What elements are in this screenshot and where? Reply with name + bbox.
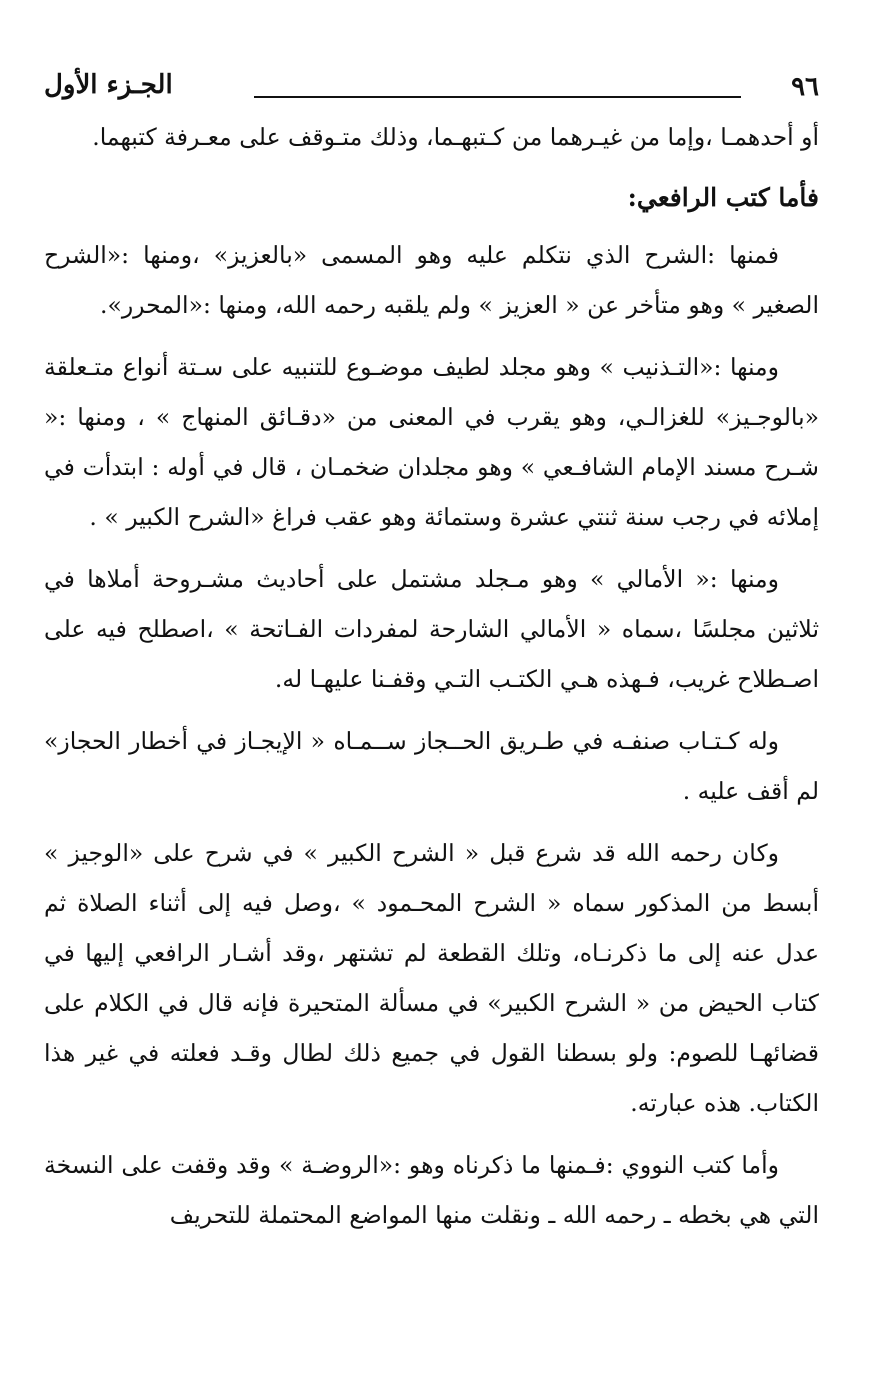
running-title: الجـزء الأول xyxy=(44,70,173,100)
paragraph: ومنها :« الأمالي » وهو مـجلد مشتمل على أحاديث مشـروحة أملاها في ثلاثين مجلسًا ،سماه « الأمالي الشارحة لمفردات الفـاتحة » ،اصطلح فيه على اصـطلاح غريب، فـهذه هـي الكتـب التـي وقفـنا عليهـا له. xyxy=(44,565,819,693)
paragraph: وكان رحمه الله قد شرع قبل « الشرح الكبير » في شرح على «الوجيز » أبسط من المذكور سماه « الشرح المحـمود » ،وصل فيه إلى أثناء الصلاة ثم عدل عنه إلى ما ذكرنـاه، وتلك القطعة لم تشتهر ،وقد أشـار الرافعي إليها في كتاب الحيض من « الشرح الكبير» في مسألة المتحيرة فإنه قال في الكلام على قضائهـا للصوم: ولو بسطنا القول في جميع ذلك لطال وقـد فعلته في غير هذا الكتاب. هذه عبارته. xyxy=(44,839,819,1117)
running-header xyxy=(44,68,819,112)
paragraph: وأما كتب النووي :فـمنها ما ذكرناه وهو :«الروضـة » وقد وقفت على النسخة التي هي بخطه ـ رحمه الله ـ ونقلت منها المواضع المحتملة للتحريف xyxy=(44,1151,819,1229)
paragraph: وله كـتـاب صنفـه في طـريق الحــجاز ســمـاه « الإيجـاز في أخطار الحجاز» لم أقف عليه . xyxy=(44,727,819,805)
header-rule xyxy=(254,96,741,98)
section-heading: فأما كتب الرافعي: xyxy=(627,183,819,212)
paragraph: ومنها :«التـذنيب » وهو مجلد لطيف موضـوع للتنبيه على سـتة أنواع متـعلقة «بالوجـيز» للغزالـي، وهو يقرب في المعنى من «دقـائق المنهاج » ، ومنها :« شـرح مسند الإمام الشافـعي » وهو مجلدان ضخمـان ، قال في أوله : ابتدأت في إملائه في رجب سنة ثنتي عشرة وستمائة وهو عقب فراغ «الشرح الكبير » . xyxy=(44,353,819,531)
body-text xyxy=(44,112,819,1240)
paragraph: فمنها :الشرح الذي نتكلم عليه وهو المسمى «بالعزيز» ،ومنها :«الشرح الصغير » وهو متأخر عن « العزيز » ولم يلقبه رحمه الله، ومنها :«المحرر». xyxy=(44,241,819,319)
page-number: ٩٦ xyxy=(791,72,819,102)
paragraph-continuation: أو أحدهمـا ،وإما من غيـرهما من كـتبهـما، وذلك متـوقف على معـرفة كتبهما. xyxy=(92,123,819,151)
